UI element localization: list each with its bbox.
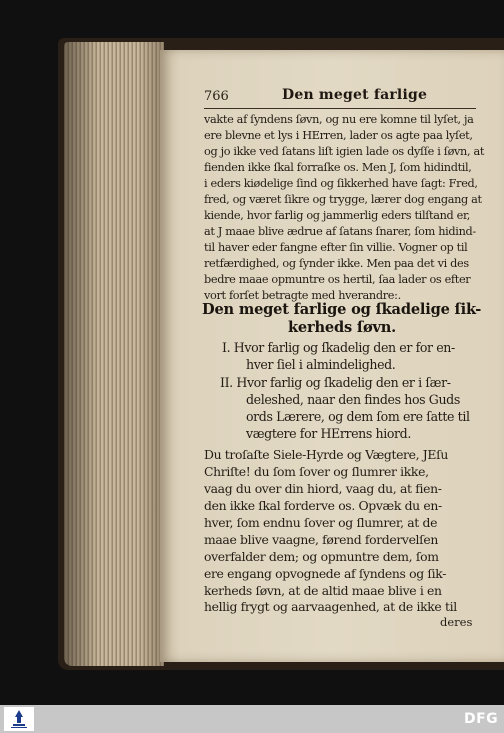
outline-item: vægtere for HErrens hiord. [246, 426, 411, 441]
text-line: kerheds ſøvn, at de altid maae blive i en [204, 583, 442, 598]
text-line: hellig frygt og aarvaagenhed, at de ikke til [204, 599, 457, 614]
text-line: retfærdighed, og ſynder ikke. Men paa det vi des [204, 257, 469, 270]
text-line: fienden ikke ſkal forraſke os. Men J, ſom hidindtil, [204, 161, 472, 174]
text-line: kiende, hvor farlig og jammerlig eders tilſtand er, [204, 209, 471, 222]
text-line: den ikke ſkal forderve os. Opvæk du en- [204, 498, 442, 513]
header-rule [204, 108, 476, 109]
text-line: til haver eder fangne efter ſin villie. Vogner op til [204, 241, 468, 254]
section-title-line: Den meget farlige og ſkadelige ſik- [202, 301, 482, 318]
outline-item: II. Hvor farlig og ſkadelig den er i ſær- [220, 375, 451, 390]
text-line: ere blevne et lys i HErren, lader os agte paa lyſet, [204, 129, 473, 142]
footer-bar [0, 705, 504, 733]
text-line: vakte af ſyndens ſøvn, og nu ere komne til lyſet, ja [204, 113, 474, 126]
outline-item: I. Hvor farlig og ſkadelig den er for en- [222, 340, 455, 355]
text-line: bedre maae opmuntre os hertil, ſaa lader os efter [204, 273, 471, 286]
outline-item: deleshed, naar den findes hos Guds [246, 392, 460, 407]
dfg-logo: DFG [464, 711, 499, 727]
text-line: Du troſaſte Siele-Hyrde og Vægtere, JEſu [204, 447, 448, 462]
text-line: fred, og været ſikre og trygge, lærer dog engang at [204, 193, 482, 206]
text-line: hver, ſom endnu ſover og ſlumrer, at de [204, 515, 438, 530]
running-header [204, 86, 476, 108]
page-edges [64, 42, 164, 666]
text-line: vort forſet betragte med hverandre:. [204, 289, 401, 302]
text-line: overfalder dem; og opmuntre dem, ſom [204, 549, 439, 564]
section-title-line: kerheds ſøvn. [288, 319, 397, 336]
text-line: at J maae blive ædrue af ſatans ſnarer, ſom hidind- [204, 225, 476, 238]
text-line: vaag du over din hiord, vaag du, at fien- [204, 481, 442, 496]
page-number: 766 [204, 89, 229, 104]
text-line: maae blive vaagne, førend fordervelſen [204, 532, 439, 547]
text-line: og jo ikke ved ſatans liſt igien lade os dyſſe i ſøvn, at [204, 145, 485, 158]
catchword: deres [440, 615, 473, 629]
library-seal-icon [4, 707, 34, 731]
text-line: Chriſte! du ſom ſover og ſlumrer ikke, [204, 464, 429, 479]
running-title: Den meget farlige [282, 87, 428, 103]
text-line: ere engang opvognede af ſyndens og ſik- [204, 566, 447, 581]
outline-item: ords Lærere, og dem ſom ere ſatte til [246, 409, 470, 424]
outline-item: hver ſiel i almindelighed. [246, 357, 396, 372]
text-line: i eders kiødelige ſind og ſikkerhed have ſagt: Fred, [204, 177, 478, 190]
